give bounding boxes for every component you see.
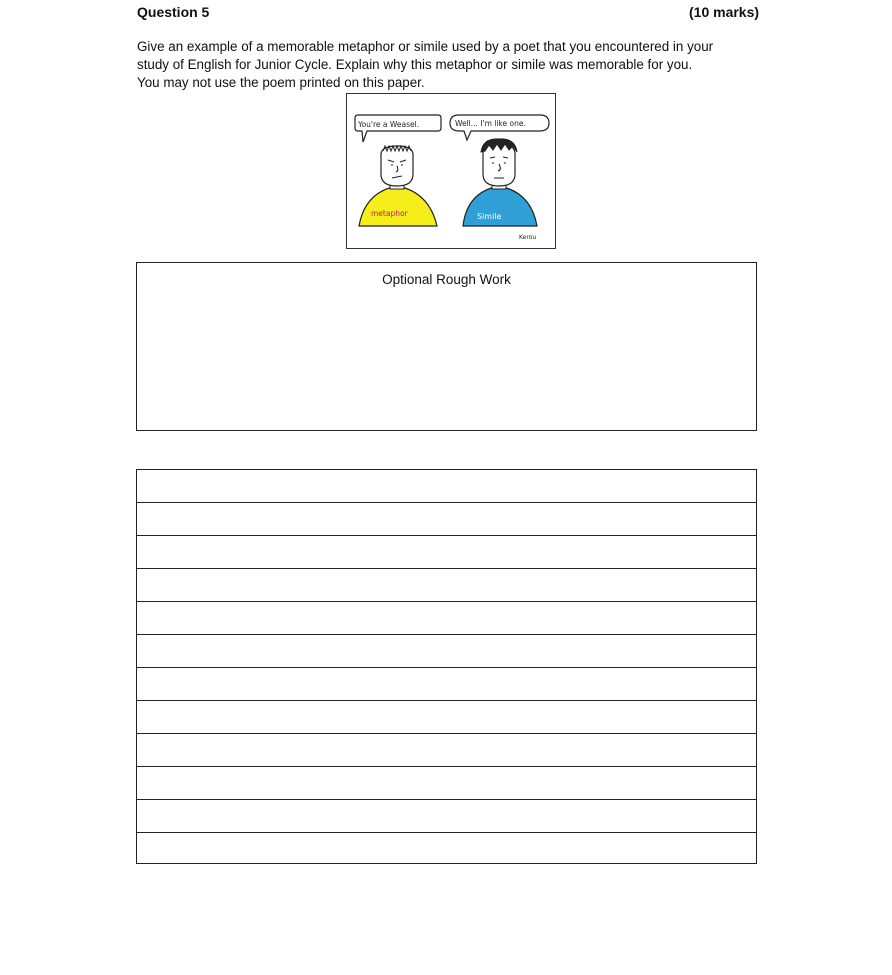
answer-lines-box[interactable] bbox=[136, 469, 757, 864]
right-bubble-text: Well... I'm like one. bbox=[455, 119, 526, 128]
answer-line[interactable] bbox=[137, 701, 756, 734]
answer-line[interactable] bbox=[137, 470, 756, 503]
answer-line[interactable] bbox=[137, 536, 756, 569]
left-bubble-text: You're a Weasel. bbox=[358, 120, 420, 129]
answer-line[interactable] bbox=[137, 767, 756, 800]
answer-line[interactable] bbox=[137, 833, 756, 866]
left-shirt-label: metaphor bbox=[371, 209, 408, 218]
question-title: Question 5 bbox=[137, 4, 210, 20]
right-shirt-label: Simile bbox=[477, 212, 502, 221]
question-prompt bbox=[137, 38, 777, 92]
prompt-line-2: study of English for Junior Cycle. Explain why this metaphor or simile was memorable for you. bbox=[137, 57, 693, 72]
prompt-line-1: Give an example of a memorable metaphor or simile used by a poet that you encountered in your bbox=[137, 39, 714, 54]
answer-line[interactable] bbox=[137, 503, 756, 536]
left-figure-shirt bbox=[359, 186, 437, 226]
answer-line[interactable] bbox=[137, 668, 756, 701]
metaphor-simile-cartoon bbox=[346, 93, 556, 249]
answer-line[interactable] bbox=[137, 635, 756, 668]
question-marks: (10 marks) bbox=[689, 4, 760, 20]
rough-work-box[interactable] bbox=[136, 262, 757, 431]
answer-line[interactable] bbox=[137, 734, 756, 767]
answer-line[interactable] bbox=[137, 569, 756, 602]
prompt-line-3: You may not use the poem printed on this paper. bbox=[137, 75, 425, 90]
answer-line[interactable] bbox=[137, 800, 756, 833]
answer-line[interactable] bbox=[137, 602, 756, 635]
rough-work-label: Optional Rough Work bbox=[382, 272, 511, 287]
cartoon-drawing bbox=[347, 94, 555, 248]
cartoon-signature: Kerou bbox=[519, 234, 537, 241]
